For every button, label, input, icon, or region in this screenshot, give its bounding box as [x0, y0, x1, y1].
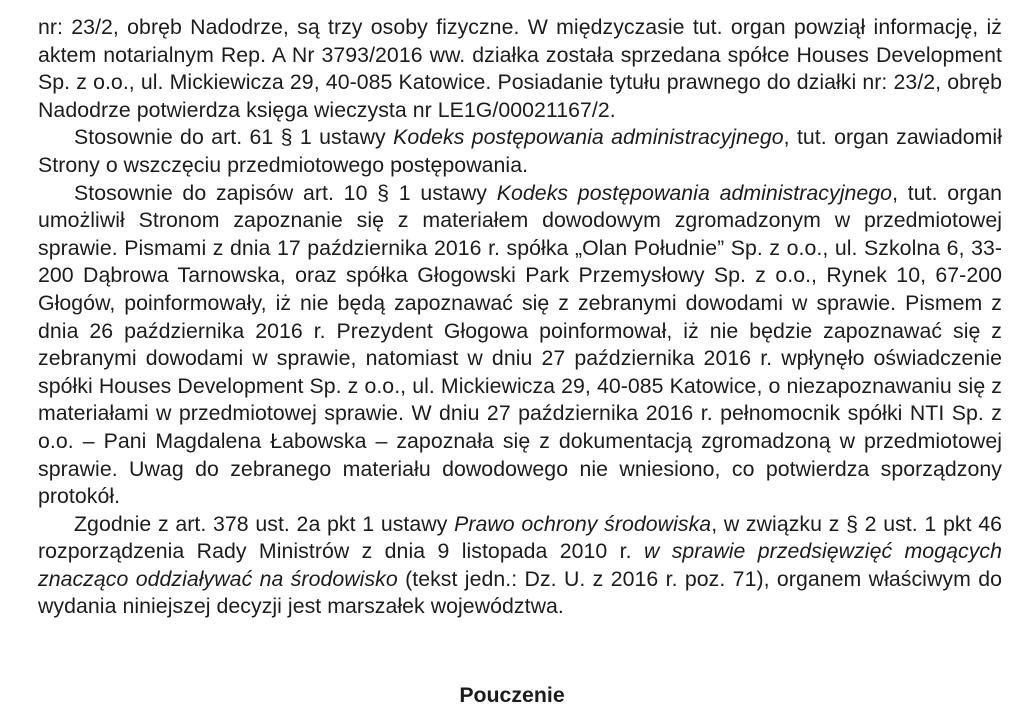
paragraph	[38, 180, 1002, 511]
paragraph-text: Stosownie do art. 61 § 1 ustawy	[74, 125, 394, 150]
paragraph-text: , w związku z § 2 ust. 1 pkt 46 rozporządzenia Rady Ministrów z dnia 9 listopada 2010 r.	[38, 511, 1002, 564]
section-heading: Pouczenie	[459, 683, 565, 707]
paragraph-text: , tut. organ umożliwił Stronom zapoznanie się z materiałem dowodowym zgromadzonym w przedmiotowej sprawie. Pismami z dnia 17 października 2016 r. spółka „Olan Południe” Sp. z o.o., ul. Szkolna 6, 33-200 Dąbrowa Tarnowska, oraz spółka Głogowski Park Przemysłowy Sp. z o.o., Rynek 10, 67-200 Głogów, poinformowały, iż nie będą zapoznawać się z zebranymi dowodami w sprawie. Pismem z dnia 26 października 2016 r. Prezydent Głogowa poinformował, iż nie będzie zapoznawać się z zebranymi dowodami w sprawie, natomiast w dniu 27 października 2016 r. wpłynęło oświadczenie spółki Houses Development Sp. z o.o., ul. Mickiewicza 29, 40-085 Katowice, o niezapoznawaniu się z materiałami w przedmiotowej sprawie. W dniu 27 października 2016 r. pełnomocnik spółki NTI Sp. z o.o. – Pani Magdalena Łabowska – zapoznała się z dokumentacją zgromadzoną w przedmiotowej sprawie. Uwag do zebranego materiału dowodowego nie wniesiono, co potwierdza sporządzony protokół.	[38, 180, 1003, 509]
paragraph-text: , tut. organ zawiadomił Strony o wszczęciu przedmiotowego postępowania.	[38, 125, 1002, 177]
paragraph-text: Stosownie do zapisów art. 10 § 1 ustawy	[74, 180, 497, 205]
paragraph	[38, 511, 1002, 621]
paragraph-text: nr: 23/2, obręb Nadodrze, są trzy osoby fizyczne. W międzyczasie tut. organ powziął informację, iż aktem notarialnym Rep. A Nr 3793/2016 ww. działka została sprzedana spółce Houses Development Sp. z o.o., ul. Mickiewicza 29, 40-085 Katowice. Posiadanie tytułu prawnego do działki nr: 23/2, obręb Nadodrze potwierdza księga wieczysta nr LE1G/00021167/2.	[38, 15, 1002, 122]
act-title: Prawo ochrony środowiska	[454, 511, 712, 536]
paragraph	[38, 124, 1002, 179]
paragraph	[38, 14, 1002, 124]
regulation-title: w sprawie przedsięwzięć mogących znacząco oddziaływać na środowisko	[38, 539, 1002, 591]
document-body	[38, 14, 1002, 621]
paragraph-text: (tekst jedn.: Dz. U. z 2016 r. poz. 71), organem właściwym do wydania niniejszej decyzji jest marszałek województwa.	[38, 566, 1002, 619]
act-title: Kodeks postępowania administracyjnego	[496, 180, 893, 205]
paragraph-text: Zgodnie z art. 378 ust. 2a pkt 1 ustawy	[74, 511, 455, 536]
act-title: Kodeks postępowania administracyjnego	[393, 125, 784, 150]
